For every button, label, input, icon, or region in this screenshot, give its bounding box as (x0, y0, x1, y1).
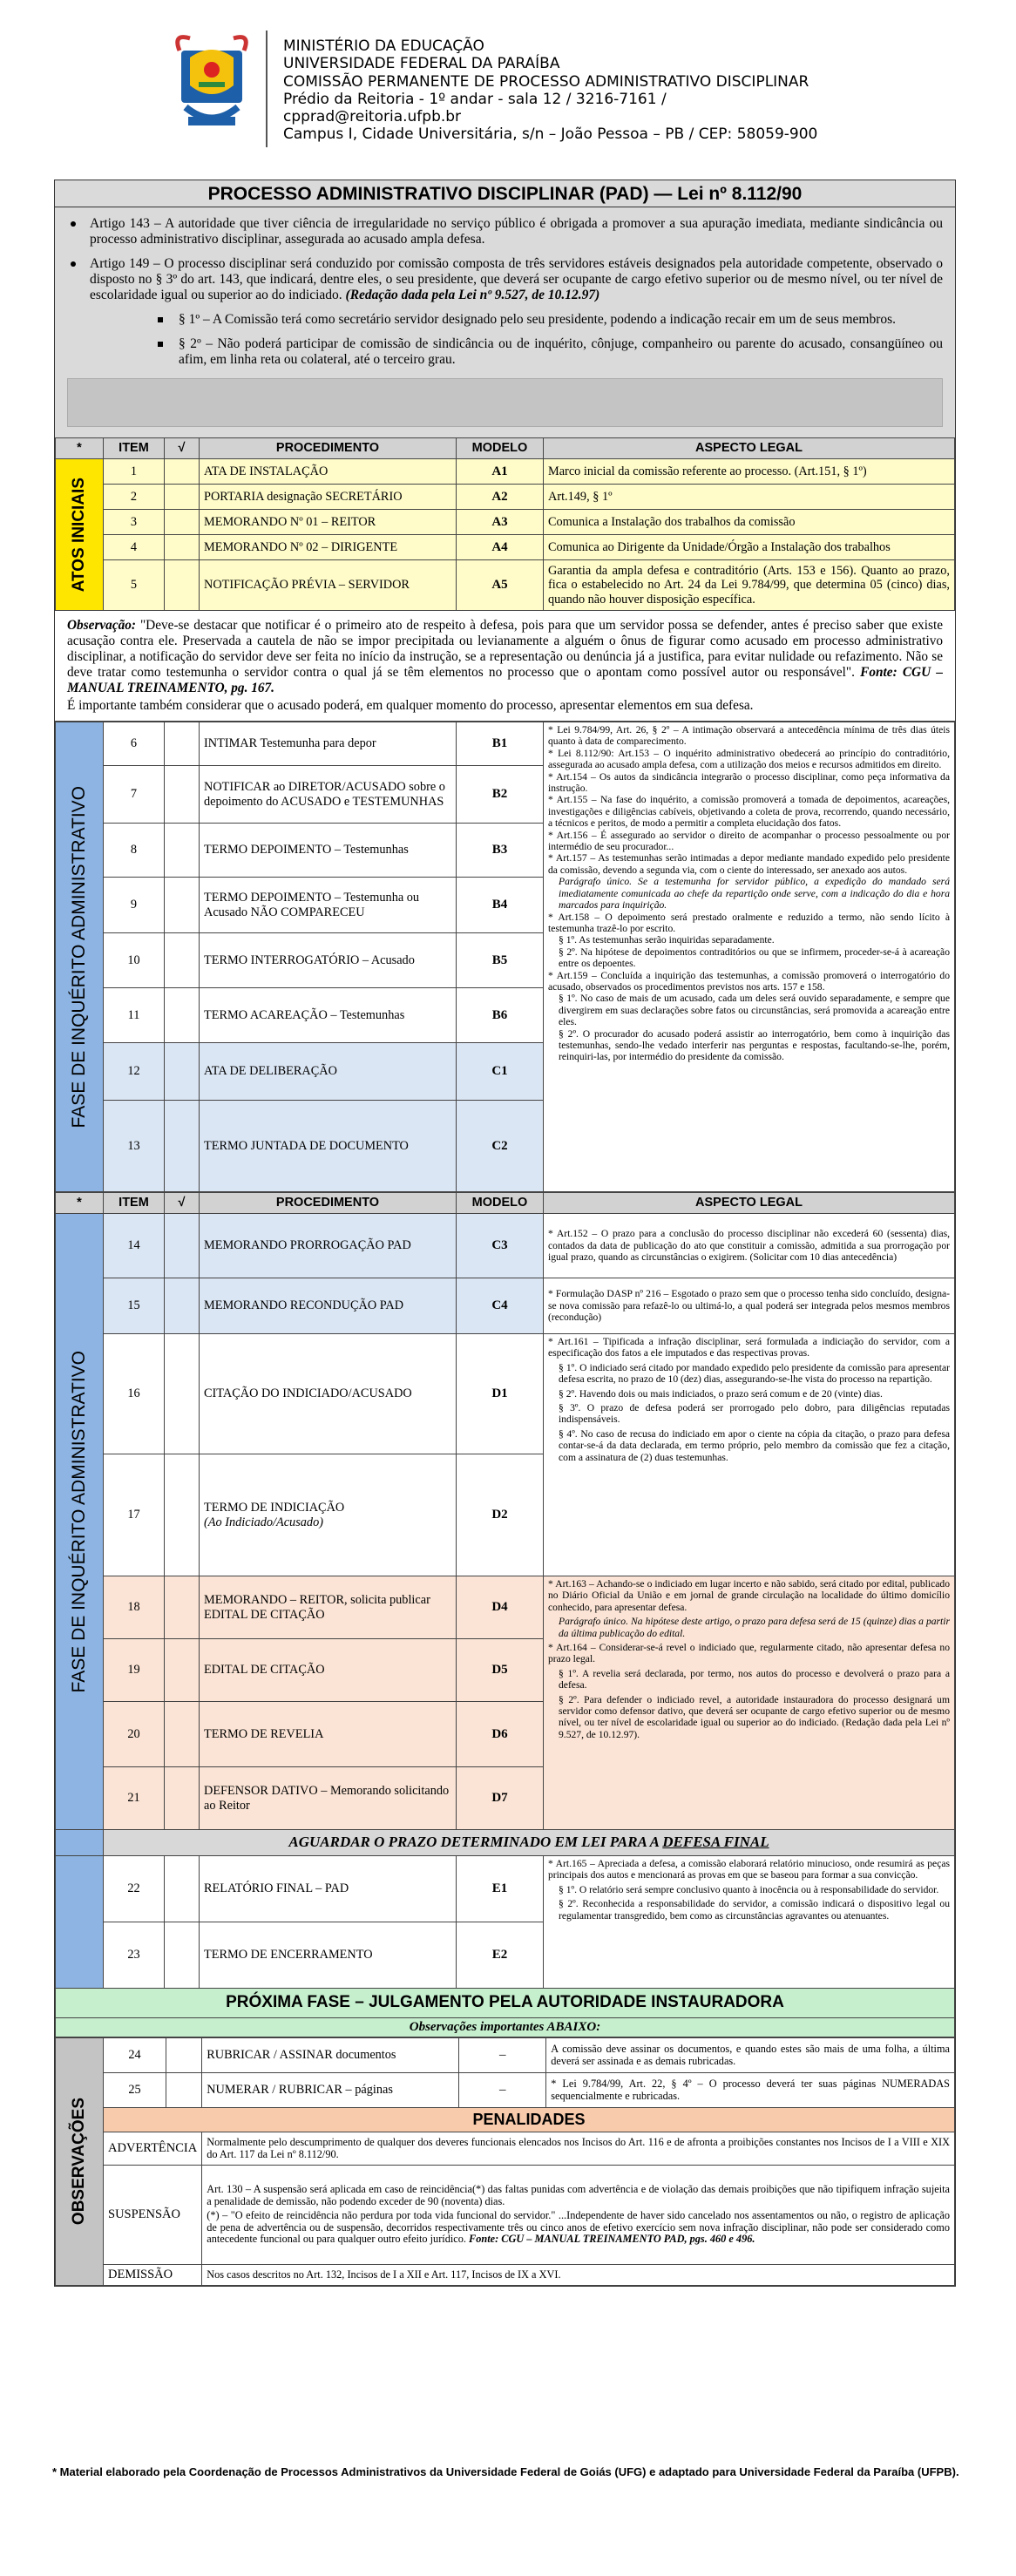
checkbox[interactable] (165, 824, 200, 878)
legal-line: § 1º. O relatório será sempre conclusivo quanto à inocência ou à responsabilidade do servidor. (559, 1883, 939, 1895)
table-row (56, 1576, 955, 1639)
item-number: 22 (104, 1856, 165, 1922)
item-number: 10 (104, 933, 165, 988)
item-number: 24 (104, 2038, 166, 2073)
penalidades-row (56, 2108, 955, 2132)
item-number: 7 (104, 766, 165, 824)
checkbox[interactable] (166, 2073, 202, 2108)
observation-text (67, 618, 943, 696)
item-number: 19 (104, 1639, 165, 1702)
checkbox[interactable] (165, 878, 200, 933)
legal-line: * Art.154 – Os autos da sindicância integrarão o processo disciplinar, como peça informativa da instrução. (548, 770, 950, 795)
model-code: A3 (457, 510, 544, 535)
checkbox[interactable] (165, 988, 200, 1043)
procedure: NOTIFICAR ao DIRETOR/ACUSADO sobre o depoimento do ACUSADO e TESTEMUNHAS (200, 766, 457, 824)
observation-note: É importante também considerar que o acusado poderá, em qualquer momento do processo, apresentar elementos em sua defesa. (67, 698, 754, 713)
penalty-text: Nos casos descritos no Art. 132, Incisos de I a XII e Art. 117, Incisos de IX a XVI. (202, 2265, 955, 2286)
table-header (56, 1193, 955, 1214)
col-check: √ (165, 438, 200, 459)
procedure: RELATÓRIO FINAL – PAD (200, 1856, 457, 1922)
table-row (56, 560, 955, 611)
inquerito-label-1: FASE DE INQUÉRITO ADMINISTRATIVO (68, 785, 89, 1129)
item-number: 12 (104, 1043, 165, 1101)
procedure: TERMO JUNTADA DE DOCUMENTO (200, 1101, 457, 1192)
model-code: C1 (457, 1043, 544, 1101)
article-149-text: Artigo 149 – O processo disciplinar será conduzido por comissão composta de três servidores estáveis designados pela autoridade competente, observado o disposto no § 3º do art. 143, que indicará, dentre eles, o seu presidente, que deverá ser ocupante de cargo efetivo superior ou de mesmo nível, ou ter nível de escolaridade igual ou superior ao do indiciado. (90, 256, 943, 302)
model-code: B6 (457, 988, 544, 1043)
footnote: * Material elaborado pela Coordenação de Processos Administrativos da Universidade Federal de Goiás (UFG) e adaptado para Universidade Federal da Paraíba (UFPB). (52, 2465, 959, 2478)
obs-importantes-row (56, 2018, 955, 2037)
penalty-demissao: DEMISSÃO (104, 2265, 202, 2286)
procedure: TERMO DE ENCERRAMENTO (200, 1922, 457, 1989)
defesa-final-text: DEFESA FINAL (662, 1834, 769, 1851)
checkbox[interactable] (165, 459, 200, 485)
article-143: Artigo 143 – A autoridade que tiver ciência de irregularidade no serviço público é obrigada a promover a sua apuração imediata, mediante sindicância ou processo administrativo disciplinar, assegurada ao acusado ampla defesa. (67, 216, 943, 247)
penalty-row (56, 2166, 955, 2265)
model-code: C4 (457, 1278, 544, 1334)
legal-line: * Lei 9.784/99, Art. 26, § 2º – A intimação observará a antecedência mínima de três dias úteis quanto à data de comparecimento. (548, 724, 950, 748)
procedure: EDITAL DE CITAÇÃO (200, 1639, 457, 1702)
letterhead (170, 31, 902, 148)
checkbox[interactable] (165, 1576, 200, 1639)
procedure: NUMERAR / RUBRICAR – páginas (202, 2073, 459, 2108)
model-code: D4 (457, 1576, 544, 1639)
legal-line: * Art.165 – Apreciada a defesa, a comissão elaborará relatório minucioso, onde resumirá as peças principais dos autos e mencionará as provas em que se baseou para formar a sua convicção. (548, 1858, 950, 1881)
procedure: MEMORANDO Nº 02 – DIRIGENTE (200, 535, 457, 560)
ufpb-logo (173, 33, 251, 136)
item-number: 6 (104, 722, 165, 766)
atos-label: ATOS INICIAIS (69, 477, 88, 593)
col-procedimento: PROCEDIMENTO (200, 438, 457, 459)
legal-line: § 1º. O indiciado será citado por mandado expedido pelo presidente da comissão para apresentar defesa escrita, no prazo de 10 (dez) dias, assegurando-se-lhe vista do processo na repartição. (559, 1361, 950, 1386)
legal-aspect: A comissão deve assinar os documentos, e quando estes são mais de uma folha, a última deverá ser assinada e as demais rubricadas. (546, 2038, 955, 2073)
model-code: D1 (457, 1334, 544, 1454)
checkbox[interactable] (165, 1454, 200, 1576)
legal-line: * Art.157 – As testemunhas serão intimadas a depor mediante mandado expedido pelo presidente da comissão, devendo a segunda via, com o ciente do interessado, ser anexado aos autos. (548, 852, 950, 876)
suspension-rule: Art. 130 – A suspensão será aplicada em caso de reincidência(*) das faltas punidas com advertência e de violação das demais proibições que não tipifiquem infração sujeita a penalidade de demissão, não podendo exceder de 90 (noventa) dias. (207, 2183, 950, 2207)
procedure: ATA DE DELIBERAÇÃO (200, 1043, 457, 1101)
model-code: B3 (457, 824, 544, 878)
legal-line: § 1º. No caso de mais de um acusado, cada um deles será ouvido separadamente, e sempre que divergirem em suas declarações sobre fatos ou circunstâncias, será promovida a acareação entre eles. (559, 993, 950, 1028)
table-row (56, 1214, 955, 1278)
procedure: MEMORANDO PRORROGAÇÃO PAD (200, 1214, 457, 1278)
table-row (56, 510, 955, 535)
checkbox[interactable] (165, 1856, 200, 1922)
university-line: UNIVERSIDADE FEDERAL DA PARAÍBA (283, 55, 560, 73)
legal-aspect: * Art.152 – O prazo para a conclusão do processo disciplinar não excederá 60 (sessenta) dias, contados da data de publicação do ato que constituir a comissão, admitida a sua prorrogação por igual prazo, quando as circunstâncias o exigirem. (Solicitar com 10 dias antecedência) (544, 1214, 955, 1278)
legal-aspect: * Lei 9.784/99, Art. 22, § 4º – O processo deverá ter suas páginas NUMERADAS sequencialmente e rubricadas. (546, 2073, 955, 2108)
proxima-fase-banner: PRÓXIMA FASE – JULGAMENTO PELA AUTORIDADE INSTAURADORA (56, 1989, 955, 2018)
legal-line: § 2º. Na hipótese de depoimentos contraditórios ou que se infirmem, proceder-se-á à acareação entre os depoentes. (559, 946, 950, 970)
model-code: – (459, 2038, 546, 2073)
procedure (200, 1454, 457, 1576)
penalty-text: Normalmente pelo descumprimento de qualquer dos deveres funcionais elencados nos Incisos do Art. 116 e de afronta a proibições constantes nos Incisos de I a VIII e XIX do Art. 117 da Lei nº 8.112/90. (202, 2132, 955, 2166)
model-code: D6 (457, 1702, 544, 1767)
item-number: 13 (104, 1101, 165, 1192)
header-divider (266, 31, 268, 147)
table-row (56, 535, 955, 560)
model-code: A5 (457, 560, 544, 611)
item-number: 15 (104, 1278, 165, 1334)
item-number: 8 (104, 824, 165, 878)
legal-line: * Art.159 – Concluída a inquirição das testemunhas, a comissão promoverá o interrogatório do acusado, observados os procedimentos previstos nos arts. 157 e 158. (548, 969, 950, 993)
procedure: TERMO INTERROGATÓRIO – Acusado (200, 933, 457, 988)
legal-line: * Art.156 – É assegurado ao servidor o direito de acompanhar o processo pessoalmente ou por intermédio de seu procurador... (548, 829, 950, 853)
checkbox[interactable] (165, 535, 200, 560)
section-label-cont (56, 1856, 104, 1989)
table-row (56, 2038, 955, 2073)
item-number: 3 (104, 510, 165, 535)
procedure: NOTIFICAÇÃO PRÉVIA – SERVIDOR (200, 560, 457, 611)
table-row (56, 459, 955, 485)
legal-line: Parágrafo único. Se a testemunha for servidor público, a expedição do mandado será imediatamente comunicada ao chefe da repartição onde serve, com a indicação do dia e hora marcados para inquirição. (559, 876, 950, 912)
model-code: E1 (457, 1856, 544, 1922)
legal-aspect-relatorio (544, 1856, 955, 1989)
legal-line: § 2º. O procurador do acusado poderá assistir ao interrogatório, bem como à inquirição das testemunhas, sendo-lhe vedado interferir nas perguntas e respostas, facultando-se-lhe, porém, reinquiri-las, por intermédio do presidente da comissão. (559, 1027, 950, 1063)
section-label (56, 1214, 104, 1830)
procedure: PORTARIA designação SECRETÁRIO (200, 485, 457, 510)
model-code: E2 (457, 1922, 544, 1989)
procedure: MEMORANDO Nº 01 – REITOR (200, 510, 457, 535)
penalty-row (56, 2132, 955, 2166)
legal-aspect-revelia (544, 1576, 955, 1830)
legal-aspect: Marco inicial da comissão referente ao processo. (Art.151, § 1º) (544, 459, 955, 485)
checkbox[interactable] (166, 2038, 202, 2073)
campus-line: Campus I, Cidade Universitária, s/n – João Pessoa – PB / CEP: 58059-900 (283, 125, 818, 144)
legal-line: § 2º. Reconhecida a responsabilidade do servidor, a comissão indicará o dispositivo legal ou regulamentar transgredido, bem como as circunstâncias agravantes ou atenuantes. (559, 1898, 950, 1922)
observacoes-table (55, 2037, 955, 2286)
procedure: INTIMAR Testemunha para depor (200, 722, 457, 766)
col-star: * (56, 1193, 104, 1214)
section-label (56, 459, 104, 611)
table-row (56, 2073, 955, 2108)
procedure: TERMO ACAREAÇÃO – Testemunhas (200, 988, 457, 1043)
model-code: B1 (457, 722, 544, 766)
checkbox[interactable] (165, 766, 200, 824)
article-149 (67, 256, 943, 303)
table-row (56, 1334, 955, 1454)
col-modelo: MODELO (457, 438, 544, 459)
procedure: DEFENSOR DATIVO – Memorando solicitando ao Reitor (200, 1767, 457, 1830)
checkbox[interactable] (165, 1334, 200, 1454)
legal-line: * Art.158 – O depoimento será prestado oralmente e reduzido a termo, não sendo lícito à testemunha trazê-lo por escrito. (548, 911, 950, 934)
observation-source: Fonte: CGU – MANUAL TREINAMENTO, pg. 167. (67, 665, 943, 695)
item-number: 9 (104, 878, 165, 933)
table-row (56, 1278, 955, 1334)
ministry-line: MINISTÉRIO DA EDUCAÇÃO (283, 37, 484, 55)
checkbox[interactable] (165, 1043, 200, 1101)
commission-line: COMISSÃO PERMANENTE DE PROCESSO ADMINISTRATIVO DISCIPLINAR (283, 72, 809, 91)
checkbox[interactable] (165, 1767, 200, 1830)
legal-aspect: Comunica a Instalação dos trabalhos da comissão (544, 510, 955, 535)
model-code: D7 (457, 1767, 544, 1830)
legal-aspect: * Formulação DASP nº 216 – Esgotado o prazo sem que o processo tenha sido concluído, designa-se nova comissão para refazê-lo ou ultimá-lo, a qual poderá ser integrada pelos mesmos membros (recondução) (544, 1278, 955, 1334)
legal-line: § 3º. O prazo de defesa poderá ser prorrogado pelo dobro, para diligências reputadas indispensáveis. (559, 1402, 950, 1426)
checkbox[interactable] (165, 485, 200, 510)
penalty-row (56, 2265, 955, 2286)
intro-articles (55, 207, 955, 437)
address-line: Prédio da Reitoria - 1º andar - sala 12 / 3216-7161 / (283, 90, 667, 108)
legal-aspect: Garantia da ampla defesa e contraditório (Arts. 153 e 156). Quanto ao prazo, fica o estabelecido no Art. 24 da Lei 9.784/99, que determina 05 (cinco) dias, quando não houver disposição específica. (544, 560, 955, 611)
table-row (56, 485, 955, 510)
atos-iniciais-table (55, 437, 955, 611)
procedure: TERMO DE REVELIA (200, 1702, 457, 1767)
model-code: – (459, 2073, 546, 2108)
email-line: cpprad@reitoria.ufpb.br (283, 108, 462, 126)
col-aspecto-legal: ASPECTO LEGAL (544, 1193, 955, 1214)
model-code: C3 (457, 1214, 544, 1278)
checkbox[interactable] (165, 560, 200, 611)
section-label (56, 722, 104, 1192)
procedure-title: TERMO DE INDICIAÇÃO (204, 1501, 345, 1515)
model-code: C2 (457, 1101, 544, 1192)
col-item: ITEM (104, 438, 165, 459)
checkbox[interactable] (165, 510, 200, 535)
item-number: 23 (104, 1922, 165, 1989)
table-header (56, 438, 955, 459)
observation-block (55, 611, 955, 722)
legal-line: * Lei 8.112/90: Art.153 – O inquérito administrativo obedecerá ao princípio do contraditório, assegurada ao acusado ampla defesa, com a utilização dos meios e recursos admitidos em direito. (548, 747, 950, 771)
checkbox[interactable] (165, 1922, 200, 1989)
col-aspecto-legal: ASPECTO LEGAL (544, 438, 955, 459)
procedure: RUBRICAR / ASSINAR documentos (202, 2038, 459, 2073)
procedure: MEMORANDO RECONDUÇÃO PAD (200, 1278, 457, 1334)
procedure: TERMO DEPOIMENTO – Testemunhas (200, 824, 457, 878)
procedure-subtitle: (Ao Indiciado/Acusado) (204, 1515, 323, 1529)
checkbox[interactable] (165, 722, 200, 766)
pad-document (54, 180, 956, 2287)
procedure: MEMORANDO – REITOR, solicita publicar EDITAL DE CITAÇÃO (200, 1576, 457, 1639)
model-code: A1 (457, 459, 544, 485)
legal-line: * Art.155 – Na fase do inquérito, a comissão promoverá a tomada de depoimentos, acareações, investigações e diligências cabíveis, objetivando a coleta de prova, recorrendo, quando necessário, a técnicos e peritos, de modo a permitir a completa elucidação dos fatos. (548, 794, 950, 830)
model-code: A4 (457, 535, 544, 560)
item-number: 2 (104, 485, 165, 510)
model-code: D5 (457, 1639, 544, 1702)
legal-aspect: Art.149, § 1º (544, 485, 955, 510)
obs-importantes-banner: Observações importantes ABAIXO: (56, 2018, 955, 2037)
grey-bar (67, 378, 943, 427)
item-number: 20 (104, 1702, 165, 1767)
observation-quote: "Deve-se destacar que notificar é o primeiro ato de respeito à defesa, pois para que um servidor possa se defender, antes é preciso saber que existe acusação contra ele. Preservada a cautela de não se impor precipitada ou levianamente a alguém o ônus de figurar como acusado em processo administrativo disciplinar, a notificação do servidor deve ser feita no início da instrução, se a representação ou denúncia já a justifica, para evitar nulidade ou refazimento. Não se deve tratar como testemunha o servidor contra o qual já se têm elementos no processo que o apontam como possível autor ou responsável". (67, 618, 943, 680)
inquerito-label-2: FASE DE INQUÉRITO ADMINISTRATIVO (68, 1350, 89, 1693)
section-label-cont (56, 1830, 104, 1856)
aguardar-text: AGUARDAR O PRAZO DETERMINADO EM LEI PARA A (288, 1834, 659, 1851)
procedure: ATA DE INSTALAÇÃO (200, 459, 457, 485)
item-number: 18 (104, 1576, 165, 1639)
item-number: 16 (104, 1334, 165, 1454)
col-star: * (56, 438, 104, 459)
document-title: PROCESSO ADMINISTRATIVO DISCIPLINAR (PAD) — Lei nº 8.112/90 (55, 180, 955, 207)
model-code: A2 (457, 485, 544, 510)
observation-label: Observação: (67, 618, 137, 633)
section-label (56, 2038, 104, 2286)
penalty-text (202, 2166, 955, 2265)
table-row (56, 1856, 955, 1922)
item-number: 11 (104, 988, 165, 1043)
item-number: 4 (104, 535, 165, 560)
article-149-note: (Redação dada pela Lei nº 9.527, de 10.12.97) (345, 288, 600, 302)
aguardar-banner (104, 1830, 955, 1856)
observacoes-label: OBSERVAÇÕES (69, 2098, 88, 2226)
col-procedimento: PROCEDIMENTO (200, 1193, 457, 1214)
checkbox[interactable] (165, 1214, 200, 1278)
checkbox[interactable] (165, 1702, 200, 1767)
legal-line: § 4º. No caso de recusa do indiciado em apor o ciente na cópia da citação, o prazo para defesa contar-se-á da data declarada, em termo próprio, pelo membro da comissão que fez a citação, com a assinatura de (2) duas testemunhas. (559, 1427, 950, 1463)
penalty-advertencia: ADVERTÊNCIA (104, 2132, 202, 2166)
legal-line: Parágrafo único. Na hipótese deste artigo, o prazo para defesa será de 15 (quinze) dias a partir da última publicação do edital. (559, 1616, 950, 1639)
model-code: D2 (457, 1454, 544, 1576)
item-number: 1 (104, 459, 165, 485)
item-number: 17 (104, 1454, 165, 1576)
legal-aspect-indiciacao (544, 1334, 955, 1576)
suspension-source: Fonte: CGU – MANUAL TREINAMENTO PAD, pgs. 460 e 496. (469, 2233, 755, 2246)
institution-info (283, 37, 858, 144)
inquerito-table-1 (55, 722, 955, 1192)
procedure: TERMO DEPOIMENTO – Testemunha ou Acusado NÃO COMPARECEU (200, 878, 457, 933)
inquerito-table-2 (55, 1192, 955, 2037)
checkbox[interactable] (165, 933, 200, 988)
proxima-fase-row (56, 1989, 955, 2018)
legal-line: § 2º. Havendo dois ou mais indiciados, o prazo será comum e de 20 (vinte) dias. (559, 1387, 883, 1400)
paragraph-2: § 2º – Não poderá participar de comissão de sindicância ou de inquérito, cônjuge, companheiro ou parente do acusado, consangüíneo ou afim, em linha reta ou colateral, até o terceiro grau. (154, 336, 943, 368)
legal-aspect-inquerito (544, 722, 955, 1192)
penalty-suspensao: SUSPENSÃO (104, 2166, 202, 2265)
checkbox[interactable] (165, 1101, 200, 1192)
checkbox[interactable] (165, 1639, 200, 1702)
model-code: B4 (457, 878, 544, 933)
procedure: CITAÇÃO DO INDICIADO/ACUSADO (200, 1334, 457, 1454)
suspension-note (207, 2210, 950, 2245)
legal-aspect: Comunica ao Dirigente da Unidade/Órgão a Instalação dos trabalhos (544, 535, 955, 560)
col-item: ITEM (104, 1193, 165, 1214)
item-number: 25 (104, 2073, 166, 2108)
model-code: B5 (457, 933, 544, 988)
legal-line: * Art.164 – Considerar-se-á revel o indiciado que, regularmente citado, não apresentar defesa no prazo legal. (548, 1642, 950, 1665)
penalidades-banner: PENALIDADES (104, 2108, 955, 2132)
item-number: 5 (104, 560, 165, 611)
aguardar-row (56, 1830, 955, 1856)
legal-line: § 1º. As testemunhas serão inquiridas separadamente. (559, 934, 775, 946)
col-check: √ (165, 1193, 200, 1214)
suspension-note-text: (*) – "O efeito de reincidência não perdura por toda vida funcional do servidor." ...Independente de haver sido cancelado nos assentamentos ou não, o registro de aplicação de pena de advertência ou de suspensão, decorridos respectivamente três ou cinco anos de efetivo exercício sem nova infração disciplinar, não pode ser considerado como antecedente funcional ou para qualquer outro efeito jurídico. (207, 2209, 950, 2246)
table-row (56, 722, 955, 766)
legal-line: * Art.161 – Tipificada a infração disciplinar, será formulada a indiciação do servidor, com a especificação dos fatos a ele imputados e das respectivas provas. (548, 1336, 950, 1359)
legal-line: § 2º. Para defender o indiciado revel, a autoridade instauradora do processo designará um servidor como defensor dativo, que deverá ser ocupante de cargo efetivo superior ou de mesmo nível, ou ter nível de escolaridade igual ou superior ao do indiciado. (Redação dada pela Lei nº 9.527, de 10.12.97). (559, 1693, 950, 1740)
item-number: 21 (104, 1767, 165, 1830)
col-modelo: MODELO (457, 1193, 544, 1214)
model-code: B2 (457, 766, 544, 824)
legal-line: * Art.163 – Achando-se o indiciado em lugar incerto e não sabido, será citado por edital, publicado no Diário Oficial da União e em jornal de grande circulação na localidade do último domicílio conhecido, para apresentar defesa. (548, 1578, 950, 1613)
checkbox[interactable] (165, 1278, 200, 1334)
legal-line: § 1º. A revelia será declarada, por termo, nos autos do processo e devolverá o prazo para a defesa. (559, 1667, 950, 1691)
paragraph-1: § 1º – A Comissão terá como secretário servidor designado pelo seu presidente, podendo a indicação recair em um de seus membros. (154, 312, 943, 328)
item-number: 14 (104, 1214, 165, 1278)
